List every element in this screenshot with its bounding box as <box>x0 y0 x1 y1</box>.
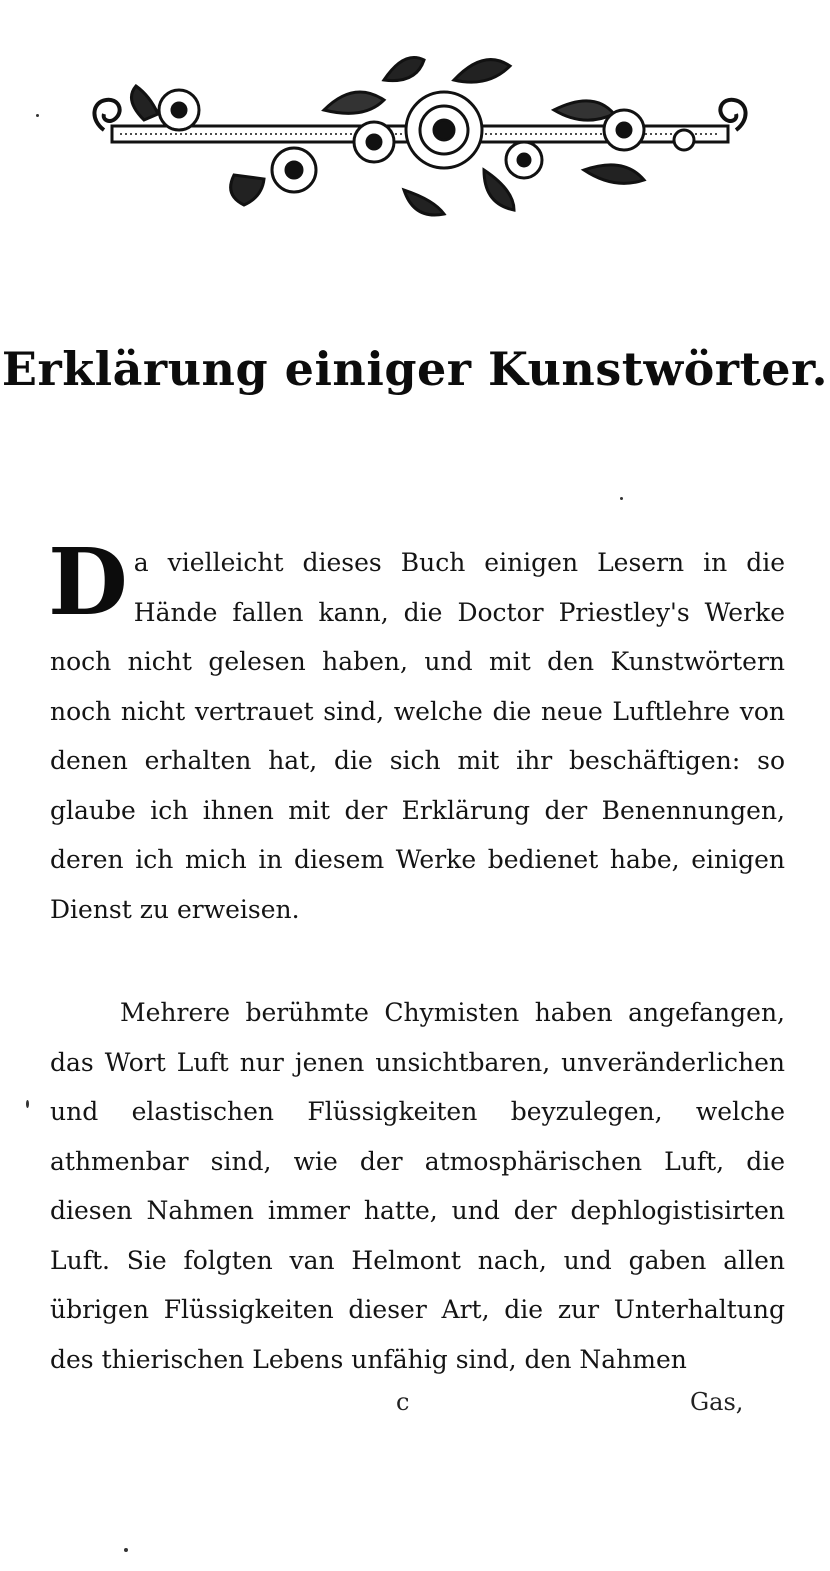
margin-speck <box>36 114 39 117</box>
paragraph-1 <box>48 528 785 934</box>
paragraph-1-text: a vielleicht dieses Buch einigen Lesern in die Hände fallen kann, die Doctor Priestley's Werke noch nicht gelesen haben, und mit den Kunstwörtern noch nicht vertrauet sind, welche die neue Luftlehre von denen erhalten hat, die sich mit ihr beschäftigen: so glaube ich ihnen mit der Erklärung der Benennungen, deren ich mich in diesem Werke bedienet habe, einigen Dienst zu erweisen. <box>50 548 785 924</box>
margin-speck <box>124 1548 128 1552</box>
margin-speck <box>26 1100 29 1108</box>
page-title: Erklärung einiger Kunstwörter. <box>1 342 829 396</box>
paragraph-2-text: Mehrere berühmte Chymisten haben angefangen, das Wort Luft nur jenen unsichtbaren, unveränderlichen und elastischen Flüssigkeiten beyzulegen, welche athmenbar sind, wie der atmosphärischen Luft, die diesen Nahmen immer hatte, und der dephlogistisirten Luft. Sie folgten van Helmont nach, und gaben allen übrigen Flüssigkeiten dieser Art, die zur Unterhaltung des thierischen Lebens unfähig sind, den Nahmen <box>50 998 785 1374</box>
drop-cap: D <box>48 528 128 636</box>
paragraph-2 <box>50 988 785 1384</box>
signature-mark: c <box>396 1388 410 1416</box>
floral-ornament-icon <box>84 50 756 218</box>
catchword: Gas, <box>690 1388 744 1416</box>
margin-speck <box>620 497 623 500</box>
page-footer <box>0 1388 830 1428</box>
